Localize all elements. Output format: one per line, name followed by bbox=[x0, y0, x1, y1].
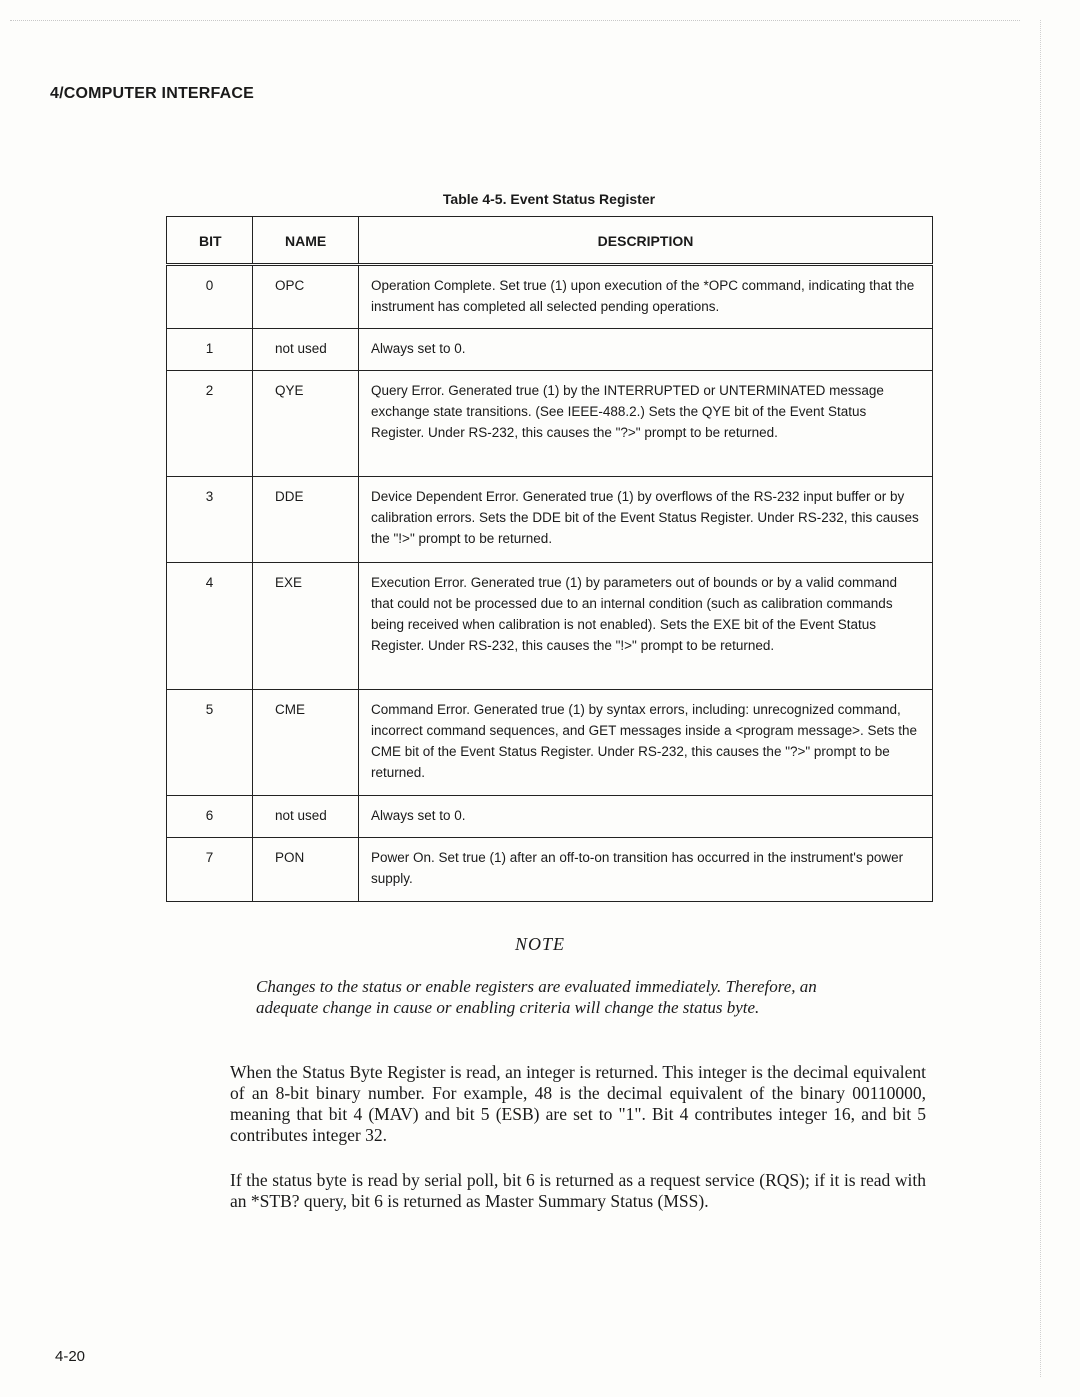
bit-cell: 2 bbox=[167, 371, 253, 477]
bit-cell: 7 bbox=[167, 838, 253, 902]
description-cell: Power On. Set true (1) after an off-to-on transition has occurred in the instrument's power supply. bbox=[359, 838, 933, 902]
column-header-description: DESCRIPTION bbox=[359, 217, 933, 265]
description-cell: Always set to 0. bbox=[359, 329, 933, 371]
section-header: 4/COMPUTER INTERFACE bbox=[50, 85, 255, 102]
name-cell: PON bbox=[253, 838, 359, 902]
name-cell: EXE bbox=[253, 563, 359, 690]
table-row bbox=[167, 371, 933, 477]
bit-cell: 4 bbox=[167, 563, 253, 690]
table-row bbox=[167, 563, 933, 690]
name-cell: QYE bbox=[253, 371, 359, 477]
column-header-bit: BIT bbox=[167, 217, 253, 265]
column-header-name: NAME bbox=[253, 217, 359, 265]
bit-cell: 0 bbox=[167, 265, 253, 329]
body-paragraph: When the Status Byte Register is read, an integer is returned. This integer is the decimal equivalent of an 8-bit binary number. For example, 48 is the decimal equivalent of the binary 00110000, meaning that bit 4 (MAV) and bit 5 (ESB) are set to "1". Bit 4 contributes integer 16, and bit 5 contributes integer 32. bbox=[230, 1062, 926, 1145]
description-cell: Query Error. Generated true (1) by the INTERRUPTED or UNTERMINATED message exchange state transitions. (See IEEE-488.2.) Sets the QYE bit of the Event Status Register. Under RS-232, this causes the "?>" prompt to be returned. bbox=[359, 371, 933, 477]
description-cell: Operation Complete. Set true (1) upon execution of the *OPC command, indicating that the instrument has completed all selected pending operations. bbox=[359, 265, 933, 329]
body-paragraph: If the status byte is read by serial poll, bit 6 is returned as a request service (RQS); if it is read with an *STB? query, bit 6 is returned as Master Summary Status (MSS). bbox=[230, 1170, 926, 1211]
note-text: Changes to the status or enable registers are evaluated immediately. Therefore, an adequate change in cause or enabling criteria will change the status byte. bbox=[256, 977, 817, 1017]
bit-cell: 6 bbox=[167, 796, 253, 838]
table-row bbox=[167, 329, 933, 371]
table-row bbox=[167, 838, 933, 902]
note-title: NOTE bbox=[514, 934, 565, 954]
bit-cell: 1 bbox=[167, 329, 253, 371]
table-row bbox=[167, 796, 933, 838]
right-edge-rule bbox=[1040, 20, 1041, 1377]
description-cell: Execution Error. Generated true (1) by parameters out of bounds or by a valid command that could not be processed due to an internal condition (such as calibration commands being received when calibration is not enabled). Sets the EXE bit of the Event Status Register. Under RS-232, this causes the "!>" prompt to be returned. bbox=[359, 563, 933, 690]
event-status-register-table bbox=[166, 216, 933, 902]
bit-cell: 3 bbox=[167, 477, 253, 563]
name-cell: DDE bbox=[253, 477, 359, 563]
description-cell: Device Dependent Error. Generated true (1) by overflows of the RS-232 input buffer or by calibration errors. Sets the DDE bit of the Event Status Register. Under RS-232, this causes the "!>" prompt to be returned. bbox=[359, 477, 933, 563]
description-cell: Command Error. Generated true (1) by syntax errors, including: unrecognized command, incorrect command sequences, and GET messages inside a <program message>. Sets the CME bit of the Event Status Register. Under RS-232, this causes the "?>" prompt to be returned. bbox=[359, 690, 933, 796]
description-cell: Always set to 0. bbox=[359, 796, 933, 838]
table-title: Table 4-5. Event Status Register bbox=[442, 191, 656, 207]
top-rule bbox=[10, 20, 1020, 21]
name-cell: OPC bbox=[253, 265, 359, 329]
name-cell: CME bbox=[253, 690, 359, 796]
page-number: 4-20 bbox=[55, 1348, 86, 1365]
table-row bbox=[167, 690, 933, 796]
bit-cell: 5 bbox=[167, 690, 253, 796]
name-cell: not used bbox=[253, 796, 359, 838]
table-row bbox=[167, 265, 933, 329]
name-cell: not used bbox=[253, 329, 359, 371]
table-row bbox=[167, 477, 933, 563]
table-header-row bbox=[167, 217, 933, 265]
